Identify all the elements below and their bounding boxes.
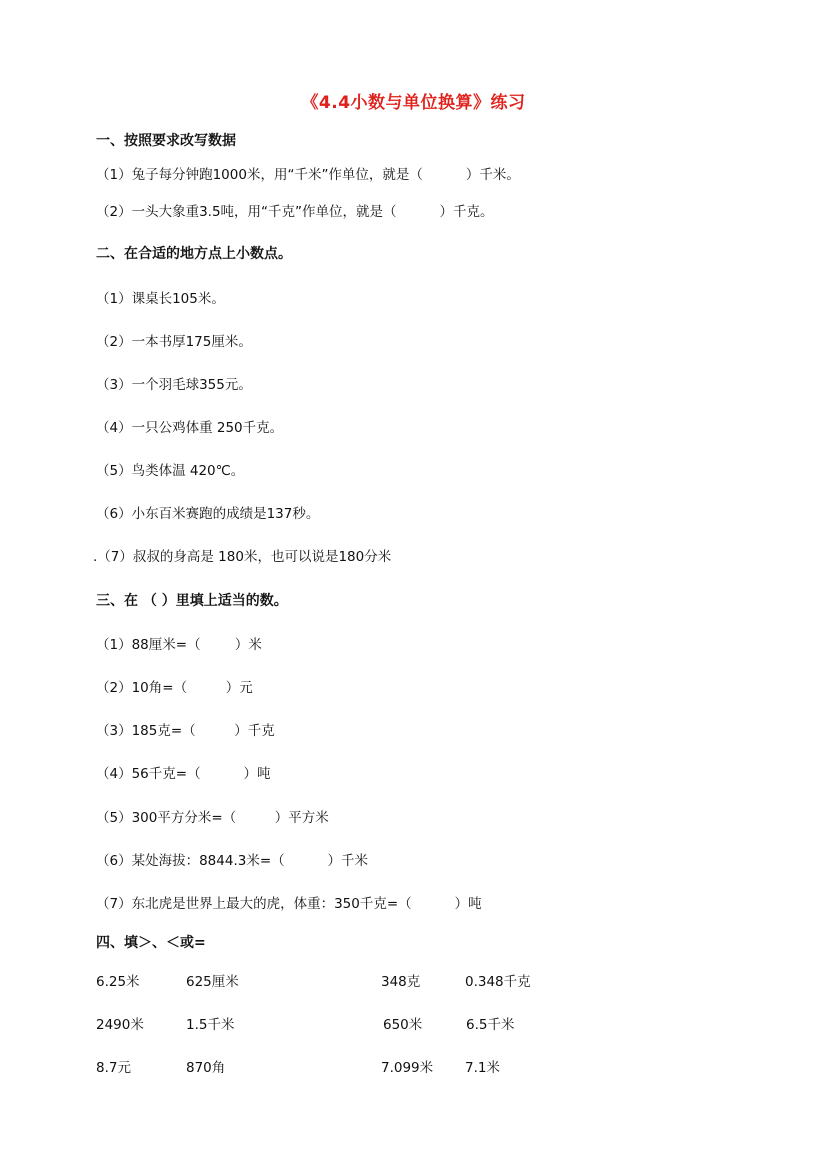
question-item: （2）一头大象重3.5吨，用“千克”作单位，就是（ ）千克。 xyxy=(96,204,494,220)
question-item: （1）兔子每分钟跑1000米，用“千米”作单位，就是（ ）千米。 xyxy=(96,167,520,183)
compare-cell: 0.348千克 xyxy=(465,974,531,990)
question-item: （3）一个羽毛球355元。 xyxy=(96,377,252,393)
question-item: （5）鸟类体温 420℃。 xyxy=(96,463,245,479)
section-heading-1: 一、按照要求改写数据 xyxy=(96,133,236,149)
question-item: （4）一只公鸡体重 250千克。 xyxy=(96,420,284,436)
compare-cell: 2490米 xyxy=(96,1017,144,1033)
compare-cell: 8.7元 xyxy=(96,1060,131,1076)
compare-cell: 6.5千米 xyxy=(466,1017,515,1033)
question-item: （6）某处海拔：8844.3米=（ ）千米 xyxy=(96,853,369,869)
question-item: （3）185克=（ ）千克 xyxy=(96,723,275,739)
page-title: 《4.4小数与单位换算》练习 xyxy=(301,93,526,113)
section-heading-3: 三、在 （ ）里填上适当的数。 xyxy=(96,593,288,609)
compare-cell: 348克 xyxy=(381,974,421,990)
compare-cell: 7.1米 xyxy=(465,1060,500,1076)
compare-cell: 650米 xyxy=(383,1017,423,1033)
question-item: （1）课桌长105米。 xyxy=(96,291,225,307)
question-item: （4）56千克=（ ）吨 xyxy=(96,766,271,782)
compare-cell: 6.25米 xyxy=(96,974,140,990)
question-item: （6）小东百米赛跑的成绩是137秒。 xyxy=(96,506,320,522)
question-item: （2）10角=（ ）元 xyxy=(96,680,253,696)
question-item: .（7）叔叔的身高是 180米，也可以说是180分米 xyxy=(93,549,392,565)
compare-cell: 7.099米 xyxy=(381,1060,434,1076)
compare-cell: 1.5千米 xyxy=(186,1017,235,1033)
compare-cell: 625厘米 xyxy=(186,974,239,990)
question-item: （7）东北虎是世界上最大的虎，体重：350千克=（ ）吨 xyxy=(96,896,482,912)
section-heading-2: 二、在合适的地方点上小数点。 xyxy=(96,246,292,262)
question-item: （2）一本书厚175厘米。 xyxy=(96,334,252,350)
compare-cell: 870角 xyxy=(186,1060,226,1076)
question-item: （5）300平方分米=（ ）平方米 xyxy=(96,810,329,826)
question-item: （1）88厘米=（ ）米 xyxy=(96,637,262,653)
section-heading-4: 四、填＞、＜或= xyxy=(96,935,206,951)
